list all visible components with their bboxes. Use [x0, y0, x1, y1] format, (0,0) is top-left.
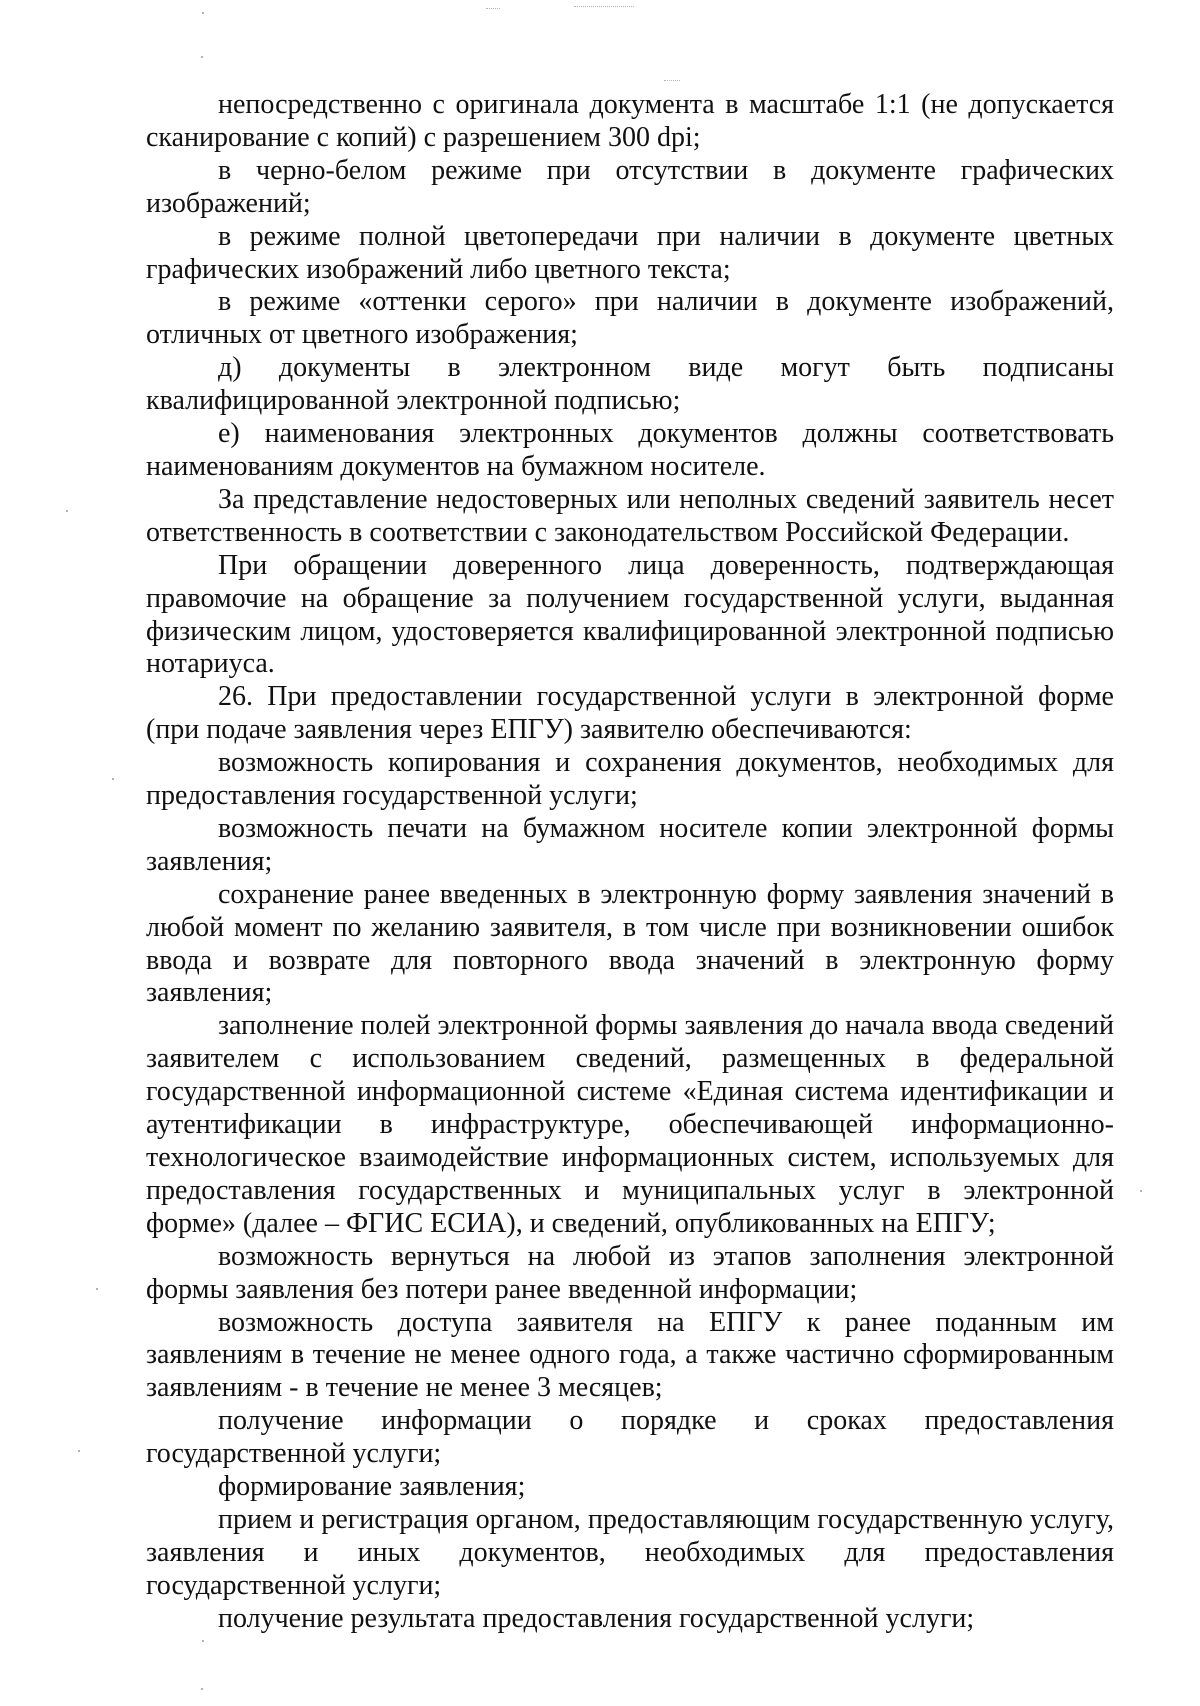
body-paragraph: формирование заявления; [218, 1471, 526, 1503]
document-body [146, 89, 1114, 1636]
scan-artifact [201, 56, 203, 58]
body-paragraph: сохранение ранее введенных в электронную форму заявления значений в любой момент по желанию заявителя, в том числе при возникновении ошибок ввода и возврате для повторного ввода значений в электронную форму заявления; [146, 878, 1114, 1009]
body-paragraph: За представление недостоверных или неполных сведений заявитель несет ответственность в соответствии с законодательством Российской Федерации. [146, 483, 1114, 548]
body-paragraph: получение информации о порядке и сроках предоставления государственной услуги; [146, 1405, 1114, 1470]
body-paragraph: возможность вернуться на любой из этапов заполнения электронной формы заявления без потери ранее введенной информации; [146, 1240, 1114, 1305]
body-paragraph: в режиме «оттенки серого» при наличии в документе изображений, отличных от цветного изображения; [146, 286, 1114, 351]
body-paragraph: д) документы в электронном виде могут быть подписаны квалифицированной электронной подписью; [146, 352, 1114, 417]
body-paragraph: получение результата предоставления государственной услуги; [218, 1602, 975, 1634]
scan-artifact [112, 778, 114, 780]
scan-artifact [202, 1640, 204, 1642]
body-paragraph: При обращении доверенного лица доверенность, подтверждающая правомочие на обращение за получением государственной услуги, выданная физическим лицом, удостоверяется квалифицированной электронной подписью нотариуса. [146, 549, 1114, 680]
scan-artifact [486, 8, 500, 19]
scan-artifact [201, 1688, 203, 1690]
scan-artifact [66, 510, 68, 512]
scan-artifact [96, 1288, 98, 1290]
body-paragraph: возможность копирования и сохранения документов, необходимых для предоставления государственной услуги; [146, 747, 1114, 812]
scan-artifact [1140, 1190, 1142, 1192]
body-paragraph: непосредственно с оригинала документа в масштабе 1:1 (не допускается сканирование с копий) с разрешением 300 dpi; [146, 89, 1114, 153]
body-paragraph: возможность доступа заявителя на ЕПГУ к ранее поданным им заявлениям в течение не менее одного года, а также частично сформированным заявлениям - в течение не менее 3 месяцев; [146, 1306, 1114, 1404]
body-paragraph: 26. При предоставлении государственной услуги в электронной форме (при подаче заявления через ЕПГУ) заявителю обеспечиваются: [146, 681, 1114, 746]
scan-artifact [78, 1450, 80, 1452]
body-paragraph: в черно-белом режиме при отсутствии в документе графических изображений; [146, 154, 1114, 219]
body-paragraph: прием и регистрация органом, предоставляющим государственную услугу, заявления и иных документов, необходимых для предоставления государственной услуги; [146, 1503, 1114, 1601]
body-paragraph: возможность печати на бумажном носителе копии электронной формы заявления; [146, 812, 1114, 877]
scan-artifact [574, 6, 634, 17]
body-paragraph: в режиме полной цветопередачи при наличии в документе цветных графических изображений либо цветного текста; [146, 220, 1114, 285]
scan-artifact [202, 12, 204, 14]
body-paragraph: е) наименования электронных документов должны соответствовать наименованиям документов на бумажном носителе. [146, 418, 1114, 482]
body-paragraph: заполнение полей электронной формы заявления до начала ввода сведений заявителем с использованием сведений, размещенных в федеральной государственной информационной системе «Единая система идентификации и аутентификации в инфраструктуре, обеспечивающей информационно-технологическое взаимодействие информационных систем, используемых для предоставления государственных и муниципальных услуг в электронной форме» (далее – ФГИС ЕСИА), и сведений, опубликованных на ЕПГУ; [146, 1010, 1114, 1239]
